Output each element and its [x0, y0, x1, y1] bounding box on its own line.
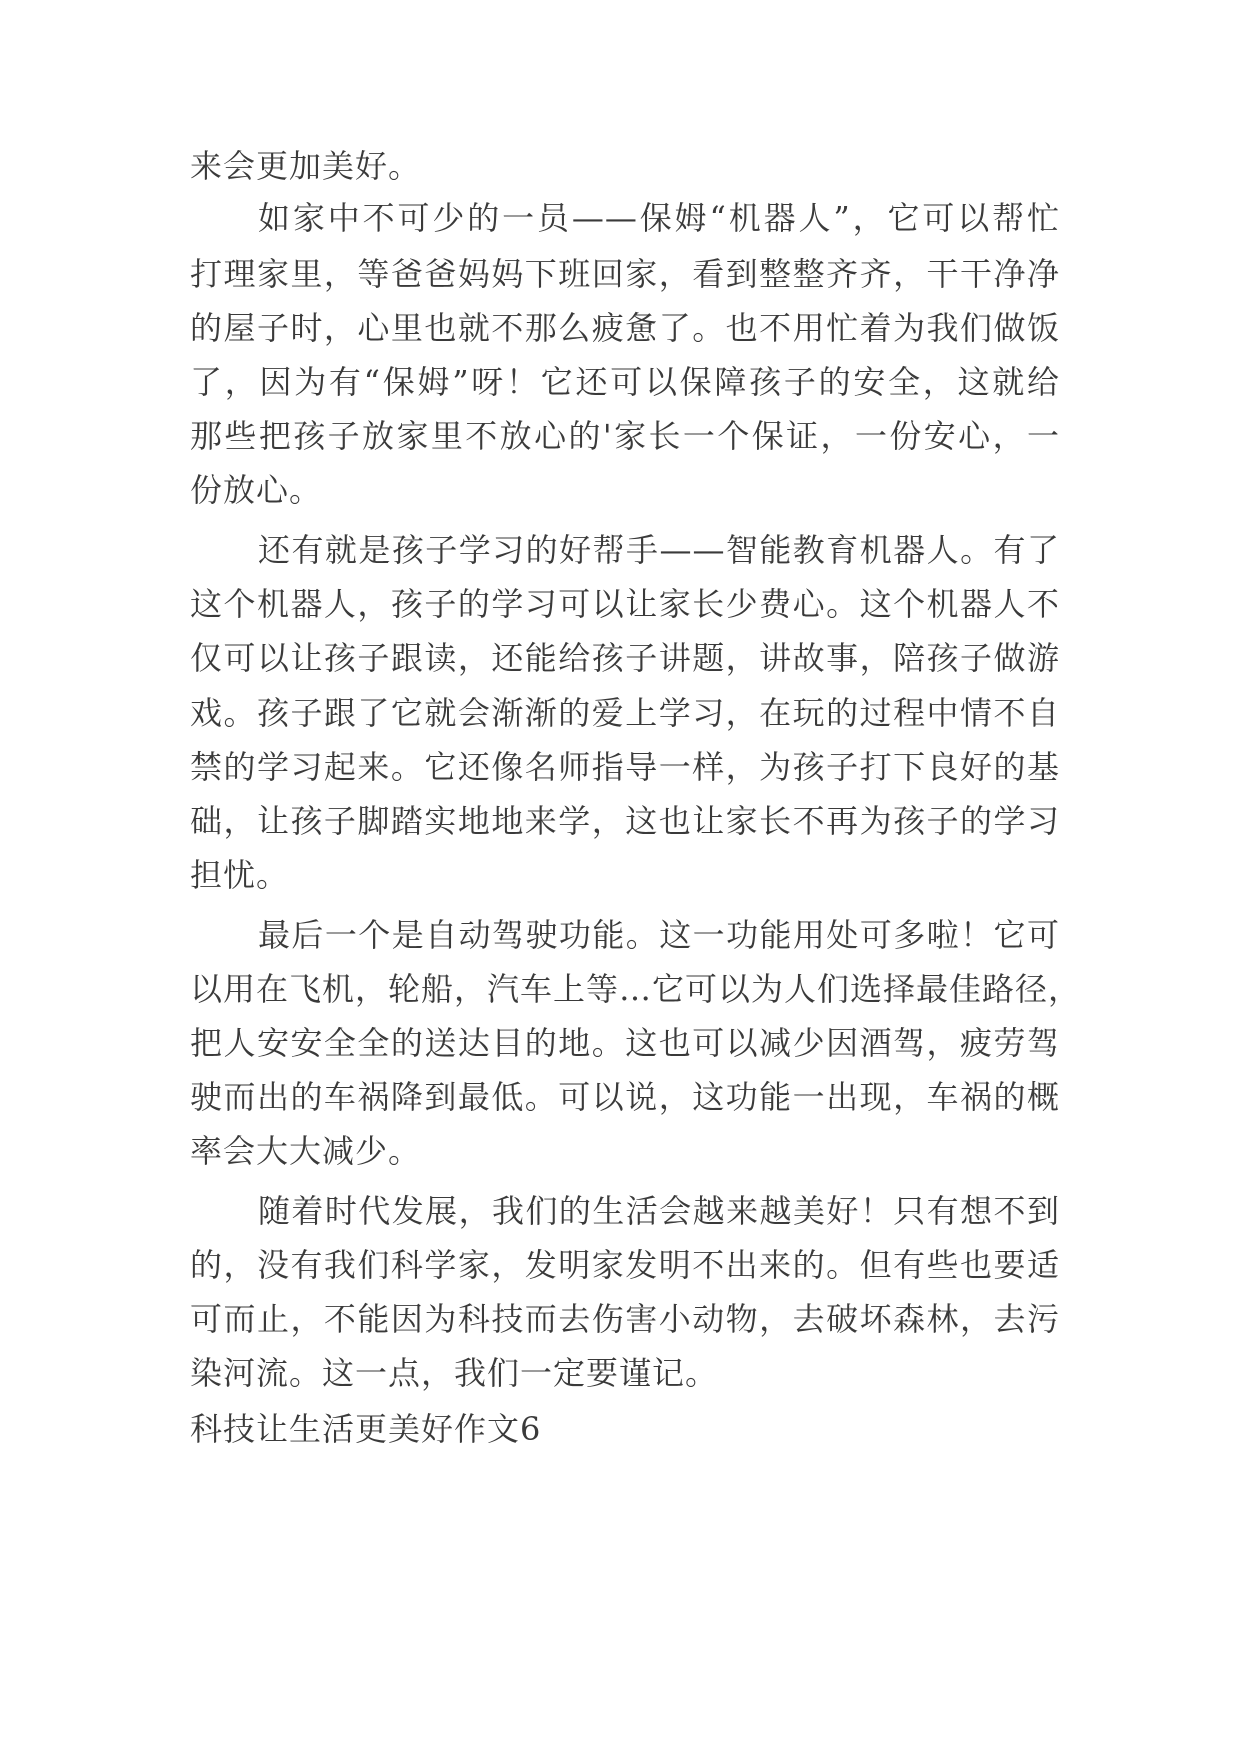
text-line: 随着时代发展，我们的生活会越来越美好！只有想不到	[258, 1192, 1060, 1230]
text-line: 担忧。	[190, 856, 290, 894]
text-line: 最后一个是自动驾驶功能。这一功能用处可多啦！它可	[258, 916, 1060, 954]
text-line: 还有就是孩子学习的好帮手——智能教育机器人。有了	[258, 531, 1060, 569]
text-line: 率会大大减少。	[190, 1132, 422, 1170]
text-line: 础，让孩子脚踏实地地来学，这也让家长不再为孩子的学习	[190, 802, 1060, 840]
text-line: 的，没有我们科学家，发明家发明不出来的。但有些也要适	[190, 1246, 1060, 1284]
text-line: 那些把孩子放家里不放心的'家长一个保证，一份安心，一	[190, 417, 1060, 455]
text-line: 份放心。	[190, 471, 323, 509]
section-heading: 科技让生活更美好作文6	[190, 1410, 542, 1448]
text-line: 如家中不可少的一员——保姆“机器人”，它可以帮忙	[258, 199, 1060, 237]
text-line: 把人安安全全的送达目的地。这也可以减少因酒驾，疲劳驾	[190, 1024, 1060, 1062]
text-line: 的屋子时，心里也就不那么疲惫了。也不用忙着为我们做饭	[190, 309, 1060, 347]
text-line: 来会更加美好。	[190, 147, 422, 185]
text-line: 禁的学习起来。它还像名师指导一样，为孩子打下良好的基	[190, 748, 1060, 786]
text-line: 打理家里，等爸爸妈妈下班回家，看到整整齐齐，干干净净	[190, 255, 1060, 293]
text-line: 以用在飞机，轮船，汽车上等…它可以为人们选择最佳路径，	[190, 970, 1082, 1008]
text-line: 了，因为有“保姆”呀！它还可以保障孩子的安全，这就给	[190, 363, 1060, 401]
text-line: 这个机器人，孩子的学习可以让家长少费心。这个机器人不	[190, 585, 1060, 623]
text-line: 可而止，不能因为科技而去伤害小动物，去破坏森林，去污	[190, 1300, 1060, 1338]
text-line: 驶而出的车祸降到最低。可以说，这功能一出现，车祸的概	[190, 1078, 1060, 1116]
text-line: 染河流。这一点，我们一定要谨记。	[190, 1354, 719, 1392]
text-line: 戏。孩子跟了它就会渐渐的爱上学习，在玩的过程中情不自	[190, 694, 1060, 732]
text-line: 仅可以让孩子跟读，还能给孩子讲题，讲故事，陪孩子做游	[190, 639, 1060, 677]
